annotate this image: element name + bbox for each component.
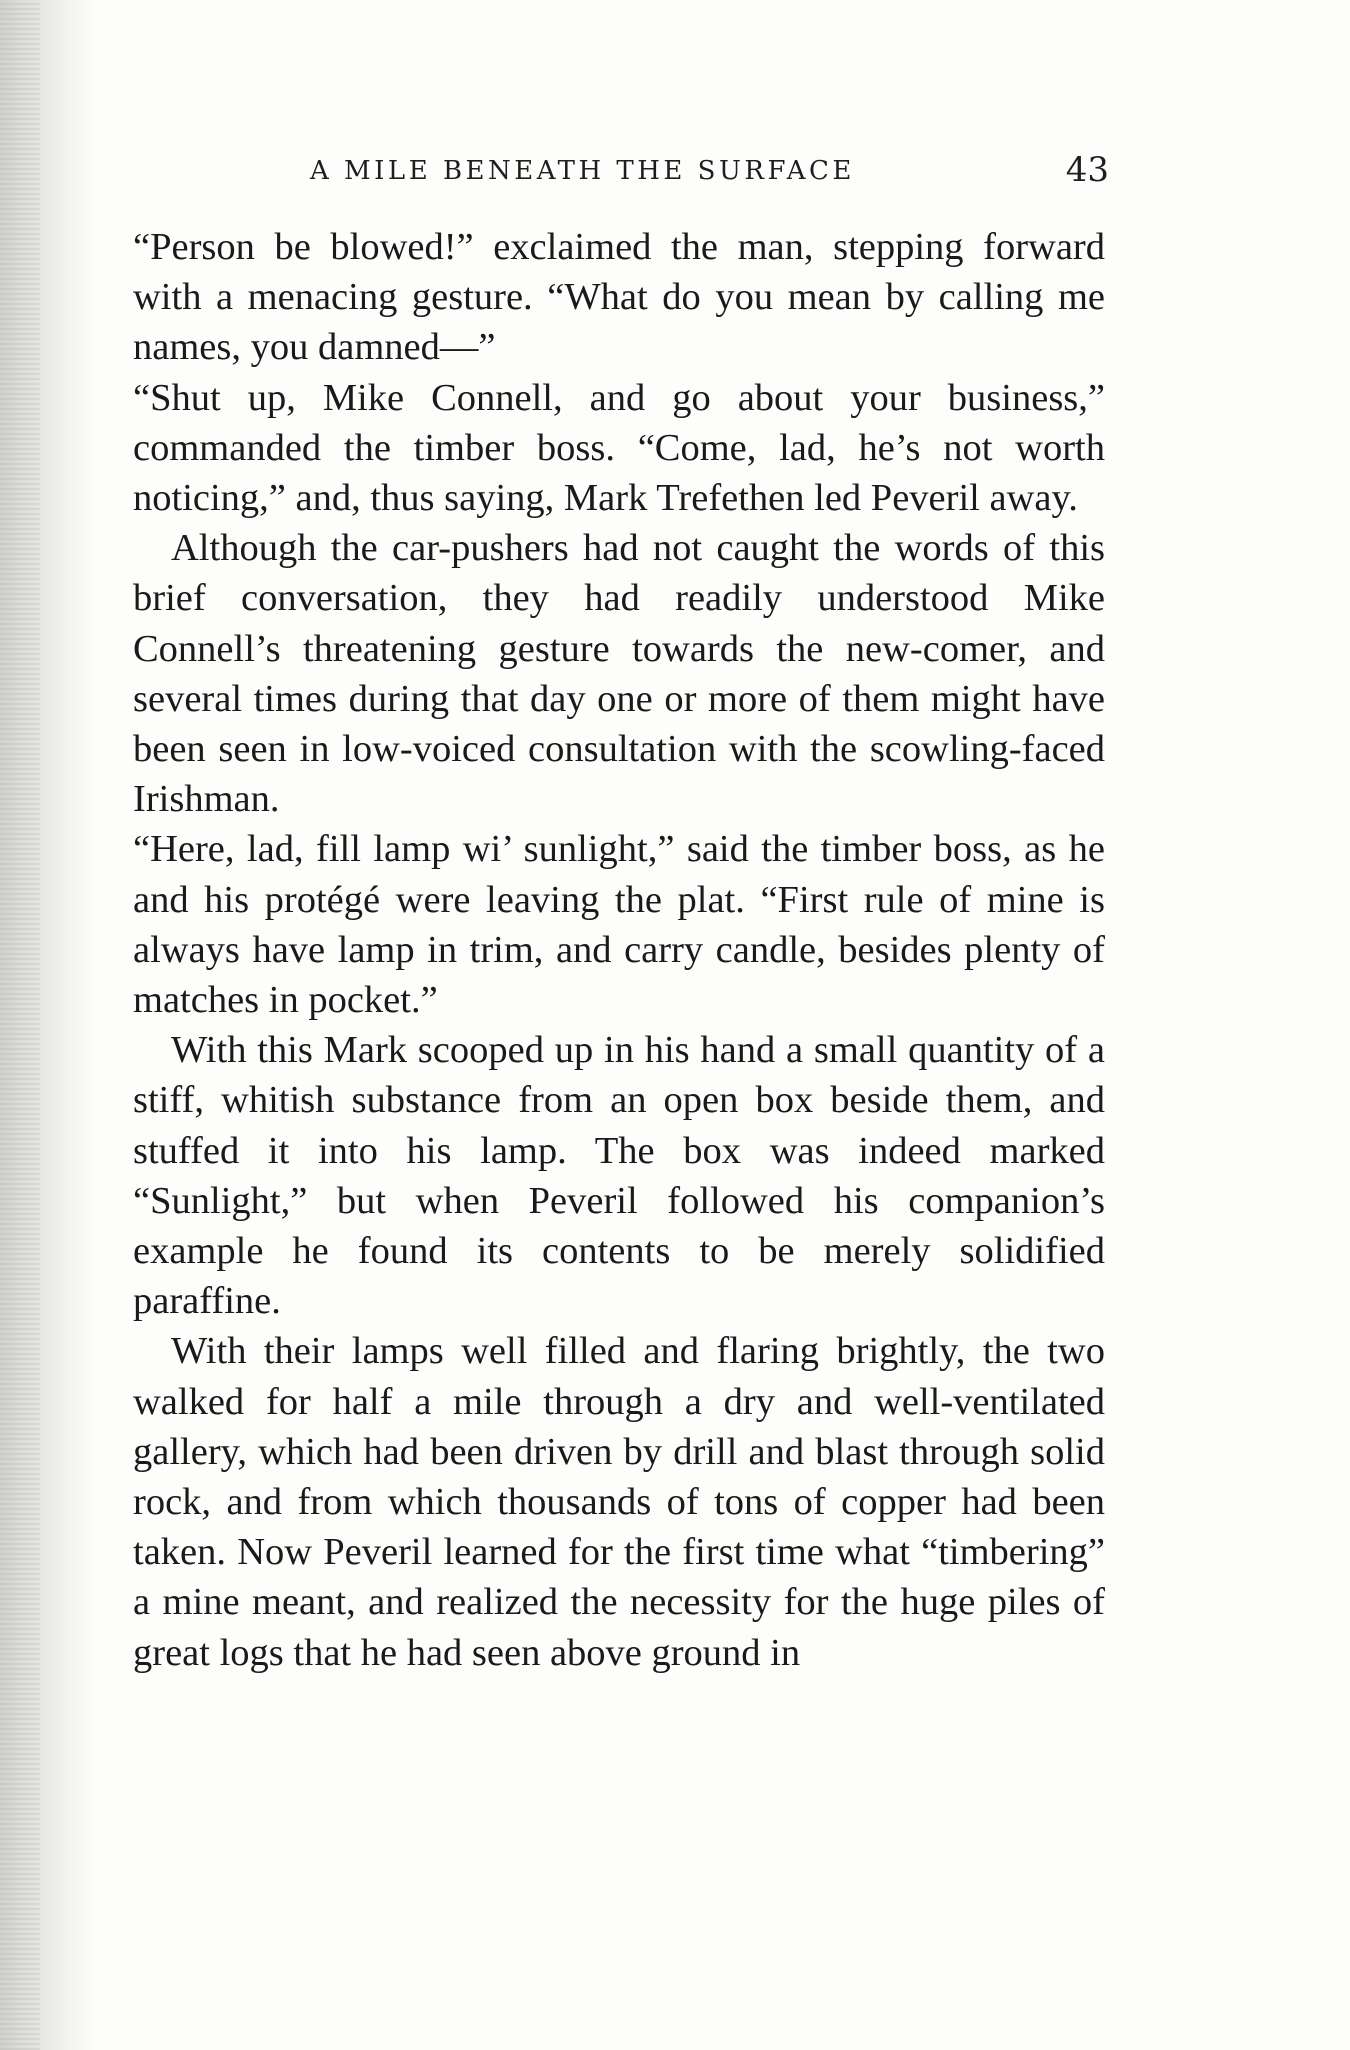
paragraph: “Shut up, Mike Connell, and go about your business,” commanded the timber boss. “Come, lad, he’s not worth noticing,” and, thus saying, Mark Trefethen led Peveril away. (133, 376, 1105, 520)
paragraph: With this Mark scooped up in his hand a small quantity of a stiff, whitish substance from an open box beside them, and stuffed it into his lamp. The box was indeed marked “Sunlight,” but when Peveril followed his companion’s example he found its contents to be merely solidified paraffine. (133, 1029, 1105, 1323)
paragraph: “Here, lad, fill lamp wi’ sunlight,” said the timber boss, as he and his protégé were leaving the plat. “First rule of mine is always have lamp in trim, and carry candle, besides plenty of matches in pocket.” (133, 828, 1105, 1022)
paragraph: With their lamps well filled and flaring brightly, the two walked for half a mile through a dry and well-ventilated gallery, which had been driven by drill and blast through solid rock, and from which thousands of tons of copper had been taken. Now Peveril learned for the first time what “timbering” a mine meant, and realized the necessity for the huge piles of great logs that he had seen above ground in (133, 1330, 1105, 1674)
running-head (140, 150, 1115, 198)
page-number: 43 (1065, 150, 1109, 190)
body-text (133, 222, 1105, 1678)
running-title: A MILE BENEATH THE SURFACE (310, 156, 855, 186)
binding-gutter-shadow (0, 0, 95, 2050)
paragraph: “Person be blowed!” exclaimed the man, stepping forward with a menacing gesture. “What do you mean by calling me names, you damned—” (133, 226, 1105, 369)
paragraph: Although the car-pushers had not caught the words of this brief conversation, they had readily understood Mike Connell’s threatening gesture towards the new-comer, and several times during that day one or more of them might have been seen in low-voiced consultation with the scowling-faced Irishman. (133, 527, 1105, 821)
